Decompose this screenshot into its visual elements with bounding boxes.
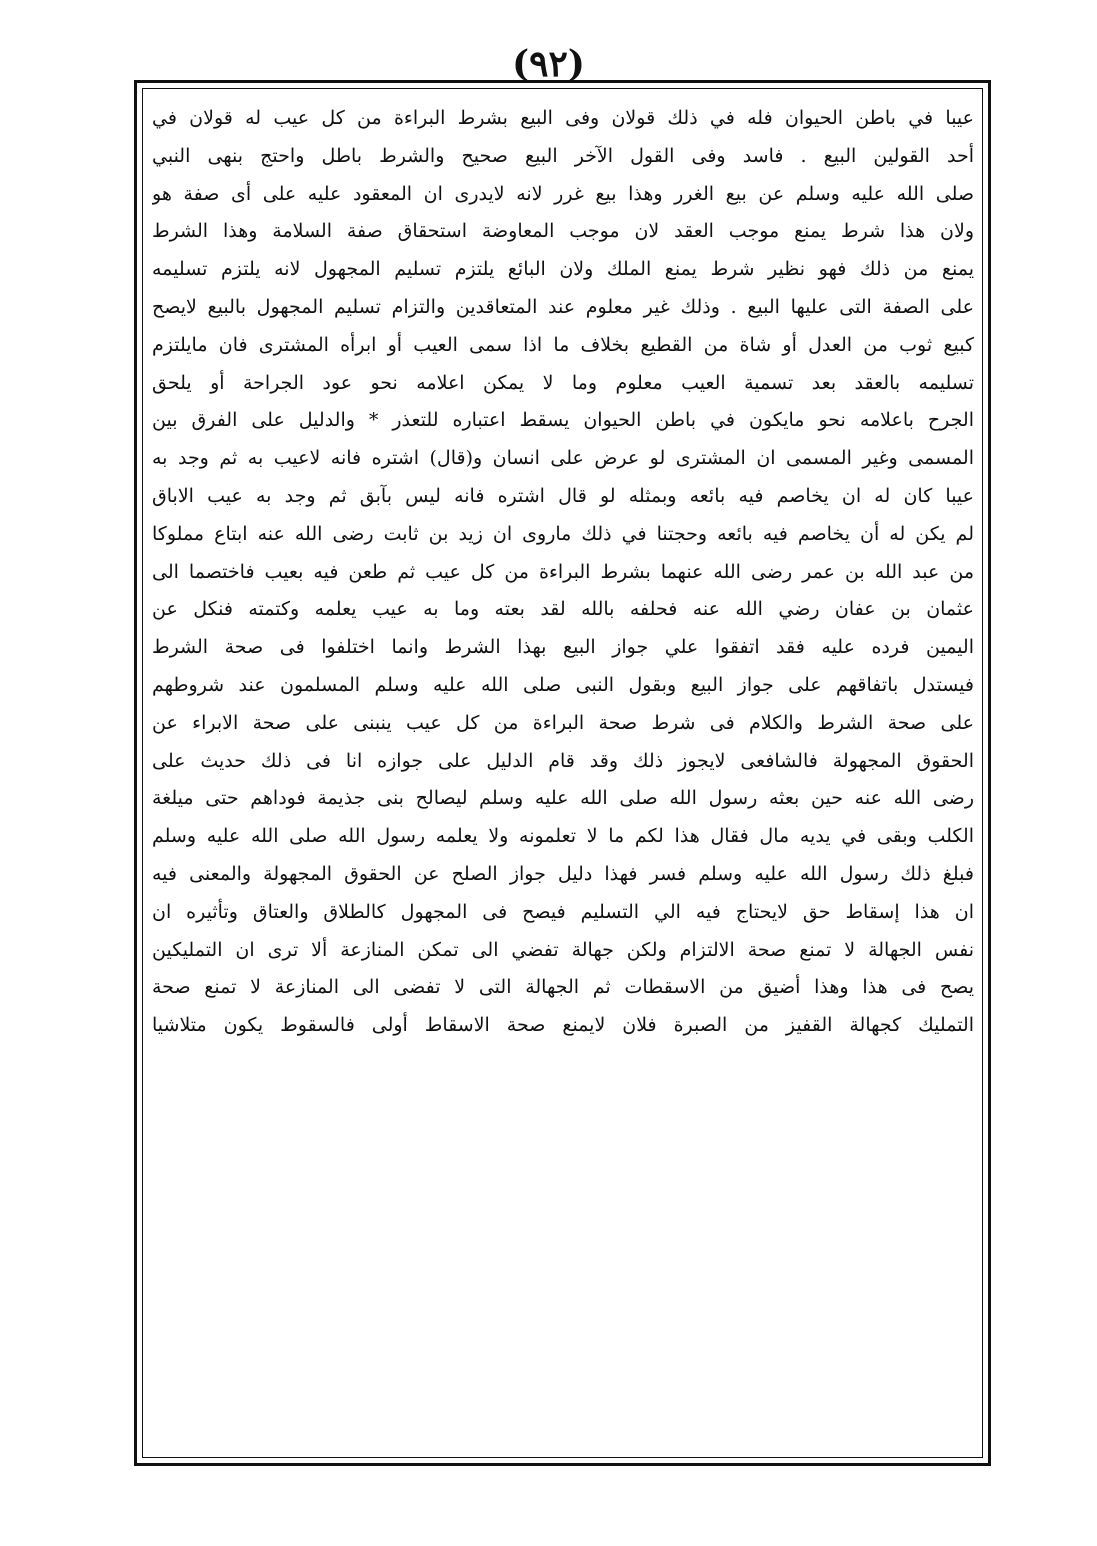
text-line: فبلغ ذلك رسول الله عليه وسلم فسر فهذا دليل جواز الصلح عن الحقوق المجهولة والمعنى فيه [152, 862, 974, 885]
text-line: عيبا كان له ان يخاصم فيه بائعه وبمثله لو قال اشتره فانه ليس بآبق ثم وجد به عيب الاباق [152, 484, 974, 507]
text-line: تسليمه بالعقد بعد تسمية العيب معلوم وما لا يمكن اعلامه نحو عود الجراحة أو يلحق [152, 371, 974, 394]
text-line: صلى الله عليه وسلم عن بيع الغرر وهذا بيع غرر لانه لايدرى ان المعقود عليه على أى صفة هو [152, 182, 974, 205]
text-line: اليمين فرده عليه فقد اتفقوا علي جواز البيع بهذا الشرط وانما اختلفوا فى صحة الشرط [152, 636, 974, 659]
text-line: عيبا في باطن الحيوان فله في ذلك قولان وفى البيع بشرط البراءة من كل عيب له قولان في [152, 107, 974, 129]
text-line: يمنع من ذلك فهو نظير شرط يمنع الملك ولان البائع يلتزم تسليم المجهول لانه يلتزم تسليمه [152, 258, 974, 281]
text-line: الحقوق المجهولة فالشافعى لايجوز ذلك وقد قام الدليل على جوازه انا فى ذلك حديث على [152, 749, 974, 772]
body-text [152, 100, 974, 1445]
text-line: الكلب وبقى في يديه مال فقال هذا لكم ما لا تعلمونه ولا يعلمه رسول الله صلى الله عليه وسلم [152, 825, 974, 848]
text-line: فيستدل باتفاقهم على جواز البيع وبقول النبى صلى الله عليه وسلم المسلمون عند شروطهم [152, 673, 974, 696]
text-line: أحد القولين البيع . فاسد وفى القول الآخر البيع صحيح والشرط باطل واحتج بنهى النبي [152, 144, 974, 167]
text-line: الجرح باعلامه نحو مايكون في باطن الحيوان يسقط اعتباره للتعذر * والدليل على الفرق بين [152, 409, 974, 432]
page-number: (٩٢) [512, 43, 585, 85]
text-line: على الصفة التى عليها البيع . وذلك غير معلوم عند المتعاقدين والتزام تسليم المجهول بالبيع لايصح [152, 295, 974, 318]
text-line: من عبد الله بن عمر رضى الله عنهما بشرط البراءة من كل عيب ثم طعن فيه بعيب فاختصما الى [152, 560, 974, 583]
text-line: عثمان بن عفان رضي الله عنه فحلفه بالله لقد بعته وما به عيب يعلمه وكتمته فنكل عن [152, 598, 974, 621]
text-line: لم يكن له أن يخاصم فيه بائعه وحجتنا في ذلك ماروى ان زيد بن ثابت رضى الله عنه ابتاع مملوكا [152, 522, 974, 545]
text-line: كبيع ثوب من العدل أو شاة من القطيع بخلاف ما اذا سمى العيب أو ابرأه المشترى فان مايلتزم [152, 333, 974, 356]
text-line: رضى الله عنه حين بعثه رسول الله صلى الله عليه وسلم ليصالح بنى جذيمة فوداهم حتى ميلغة [152, 787, 974, 810]
text-line: ولان هذا شرط يمنع موجب العقد لان موجب المعاوضة استحقاق صفة السلامة وهذا الشرط [152, 220, 974, 243]
text-line: المسمى وغير المسمى ان المشترى لو عرض على انسان و(قال) اشتره فانه لاعيب به ثم وجد به [152, 447, 974, 470]
text-line: ان هذا إسقاط حق لايحتاج فيه الي التسليم فيصح فى المجهول كالطلاق والعتاق وتأثيره ان [152, 900, 974, 923]
text-line: التمليك كجهالة القفيز من الصبرة فلان لايمنع صحة الاسقاط أولى فالسقوط يكون متلاشيا [152, 1014, 974, 1037]
text-line: على صحة الشرط والكلام فى شرط صحة البراءة من كل عيب ينبنى على صحة الابراء عن [152, 711, 974, 734]
text-line: نفس الجهالة لا تمنع صحة الالتزام ولكن جهالة تفضي الى تمكن المنازعة ألا ترى ان التمليكين [152, 938, 974, 961]
text-line: يصح فى هذا وهذا أضيق من الاسقطات ثم الجهالة التى لا تفضى الى المنازعة لا تمنع صحة [152, 976, 974, 999]
